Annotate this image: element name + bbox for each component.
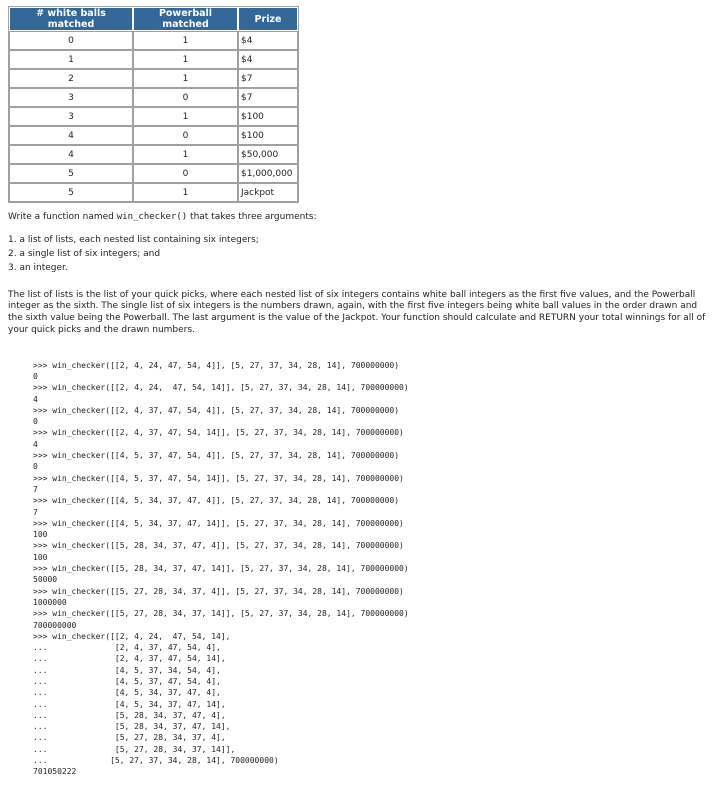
table-row (9, 183, 298, 202)
code-line: >>> win_checker([[5, 28, 34, 37, 47, 4]], [5, 27, 37, 34, 28, 14], 700000000) (33, 541, 404, 551)
code-line: >>> win_checker([[5, 27, 28, 34, 37, 14]], [5, 27, 37, 34, 28, 14], 700000000) (33, 609, 409, 619)
white-balls-cell: 5 (9, 183, 133, 202)
prize-table-body (9, 31, 298, 202)
code-line: >>> win_checker([[4, 5, 37, 47, 54, 14]], [5, 27, 37, 34, 28, 14], 700000000) (33, 473, 404, 483)
powerball-cell: 0 (133, 88, 238, 107)
white-balls-cell: 4 (9, 145, 133, 164)
code-line: >>> win_checker([[4, 5, 34, 37, 47, 4]], [5, 27, 37, 34, 28, 14], 700000000) (33, 496, 400, 506)
table-row (9, 50, 298, 69)
code-line: 100 (33, 552, 48, 562)
powerball-cell: 1 (133, 69, 238, 88)
prize-cell: $100 (238, 126, 298, 145)
function-name-code: win_checker() (116, 212, 188, 222)
prize-table-header (9, 7, 298, 31)
powerball-cell: 1 (133, 145, 238, 164)
code-line: ... [5, 27, 28, 34, 37, 14]], (33, 744, 236, 754)
intro-before: Write a function named (8, 212, 117, 222)
table-row (9, 126, 298, 145)
code-line: >>> win_checker([[4, 5, 37, 47, 54, 4]], [5, 27, 37, 34, 28, 14], 700000000) (33, 451, 400, 461)
argument-item: 3. an integer. (8, 262, 68, 273)
table-row (9, 31, 298, 50)
code-line: ... [5, 28, 34, 37, 47, 14], (33, 722, 231, 732)
code-line: 100 (33, 530, 48, 540)
powerball-cell: 0 (133, 164, 238, 183)
code-line: ... [5, 27, 37, 34, 28, 14], 700000000) (33, 756, 279, 766)
code-line: ... [4, 5, 37, 34, 54, 4], (33, 665, 221, 675)
white-balls-cell: 5 (9, 164, 133, 183)
code-line: 4 (33, 439, 38, 449)
code-line: 0 (33, 371, 38, 381)
prize-table (8, 6, 299, 203)
code-line: ... [4, 5, 34, 37, 47, 14], (33, 699, 226, 709)
powerball-cell: 1 (133, 183, 238, 202)
prize-cell: $50,000 (238, 145, 298, 164)
argument-item: 1. a list of lists, each nested list containing six integers; (8, 234, 259, 245)
white-balls-cell: 3 (9, 107, 133, 126)
header-white-balls: # white balls matched (9, 7, 133, 31)
prize-cell: $7 (238, 88, 298, 107)
table-row (9, 69, 298, 88)
code-line: >>> win_checker([[2, 4, 24, 47, 54, 14], (33, 631, 231, 641)
powerball-cell: 1 (133, 107, 238, 126)
description-paragraph: The list of lists is the list of your quick picks, where each nested list of six integers contains white ball integers as the first five values, and the Powerball integer as the sixth. The single list of six integers is the numbers drawn, again, with the first five integers being white ball values in the order drawn and the sixth value being the Powerball. The last argument is the value of the Jackpot. Your function should calculate and RETURN your total winnings for all of your quick picks and the drawn numbers. (8, 289, 706, 335)
code-line: >>> win_checker([[5, 27, 28, 34, 37, 4]], [5, 27, 37, 34, 28, 14], 700000000) (33, 586, 404, 596)
white-balls-cell: 2 (9, 69, 133, 88)
prize-cell: $1,000,000 (238, 164, 298, 183)
table-row (9, 88, 298, 107)
code-line: ... [4, 5, 34, 37, 47, 4], (33, 688, 221, 698)
table-row (9, 107, 298, 126)
header-powerball: Powerball matched (133, 7, 238, 31)
table-row (9, 145, 298, 164)
code-line: 50000 (33, 575, 58, 585)
header-prize: Prize (238, 7, 298, 31)
code-line: 0 (33, 462, 38, 472)
code-line: >>> win_checker([[5, 28, 34, 37, 47, 14]], [5, 27, 37, 34, 28, 14], 700000000) (33, 564, 409, 574)
code-line: 701050222 (33, 767, 77, 777)
code-line: 700000000 (33, 620, 77, 630)
prize-cell: $7 (238, 69, 298, 88)
code-line: ... [5, 28, 34, 37, 47, 4], (33, 710, 226, 720)
code-line: ... [2, 4, 37, 47, 54, 4], (33, 643, 221, 653)
code-line: ... [4, 5, 37, 47, 54, 4], (33, 677, 221, 686)
prize-cell: $100 (238, 107, 298, 126)
powerball-cell: 1 (133, 31, 238, 50)
white-balls-cell: 4 (9, 126, 133, 145)
code-line: >>> win_checker([[2, 4, 37, 47, 54, 14]], [5, 27, 37, 34, 28, 14], 700000000) (33, 428, 404, 438)
code-line: 0 (33, 417, 38, 427)
argument-item: 2. a single list of six integers; and (8, 248, 161, 259)
code-line: >>> win_checker([[4, 5, 34, 37, 47, 14]], [5, 27, 37, 34, 28, 14], 700000000) (33, 518, 404, 528)
white-balls-cell: 3 (9, 88, 133, 107)
examples-code-block (33, 360, 711, 778)
code-line: >>> win_checker([[2, 4, 24, 47, 54, 4]], [5, 27, 37, 34, 28, 14], 700000000) (33, 360, 400, 370)
table-row (9, 164, 298, 183)
powerball-cell: 1 (133, 50, 238, 69)
code-line: ... [2, 4, 37, 47, 54, 14], (33, 654, 226, 664)
code-line: >>> win_checker([[2, 4, 24, 47, 54, 14]], [5, 27, 37, 34, 28, 14], 700000000) (33, 383, 409, 393)
code-line: 4 (33, 394, 38, 404)
code-line: 7 (33, 507, 38, 517)
code-line: 7 (33, 484, 38, 494)
prize-cell: $4 (238, 31, 298, 50)
prize-cell: Jackpot (238, 183, 298, 202)
white-balls-cell: 0 (9, 31, 133, 50)
code-line: >>> win_checker([[2, 4, 37, 47, 54, 4]], [5, 27, 37, 34, 28, 14], 700000000) (33, 405, 400, 415)
white-balls-cell: 1 (9, 50, 133, 69)
intro-after: that takes three arguments: (187, 212, 317, 222)
code-line: 1000000 (33, 597, 67, 607)
intro-text (8, 212, 711, 224)
code-line: ... [5, 27, 28, 34, 37, 4], (33, 733, 226, 743)
arguments-list (8, 233, 711, 275)
powerball-cell: 0 (133, 126, 238, 145)
prize-cell: $4 (238, 50, 298, 69)
